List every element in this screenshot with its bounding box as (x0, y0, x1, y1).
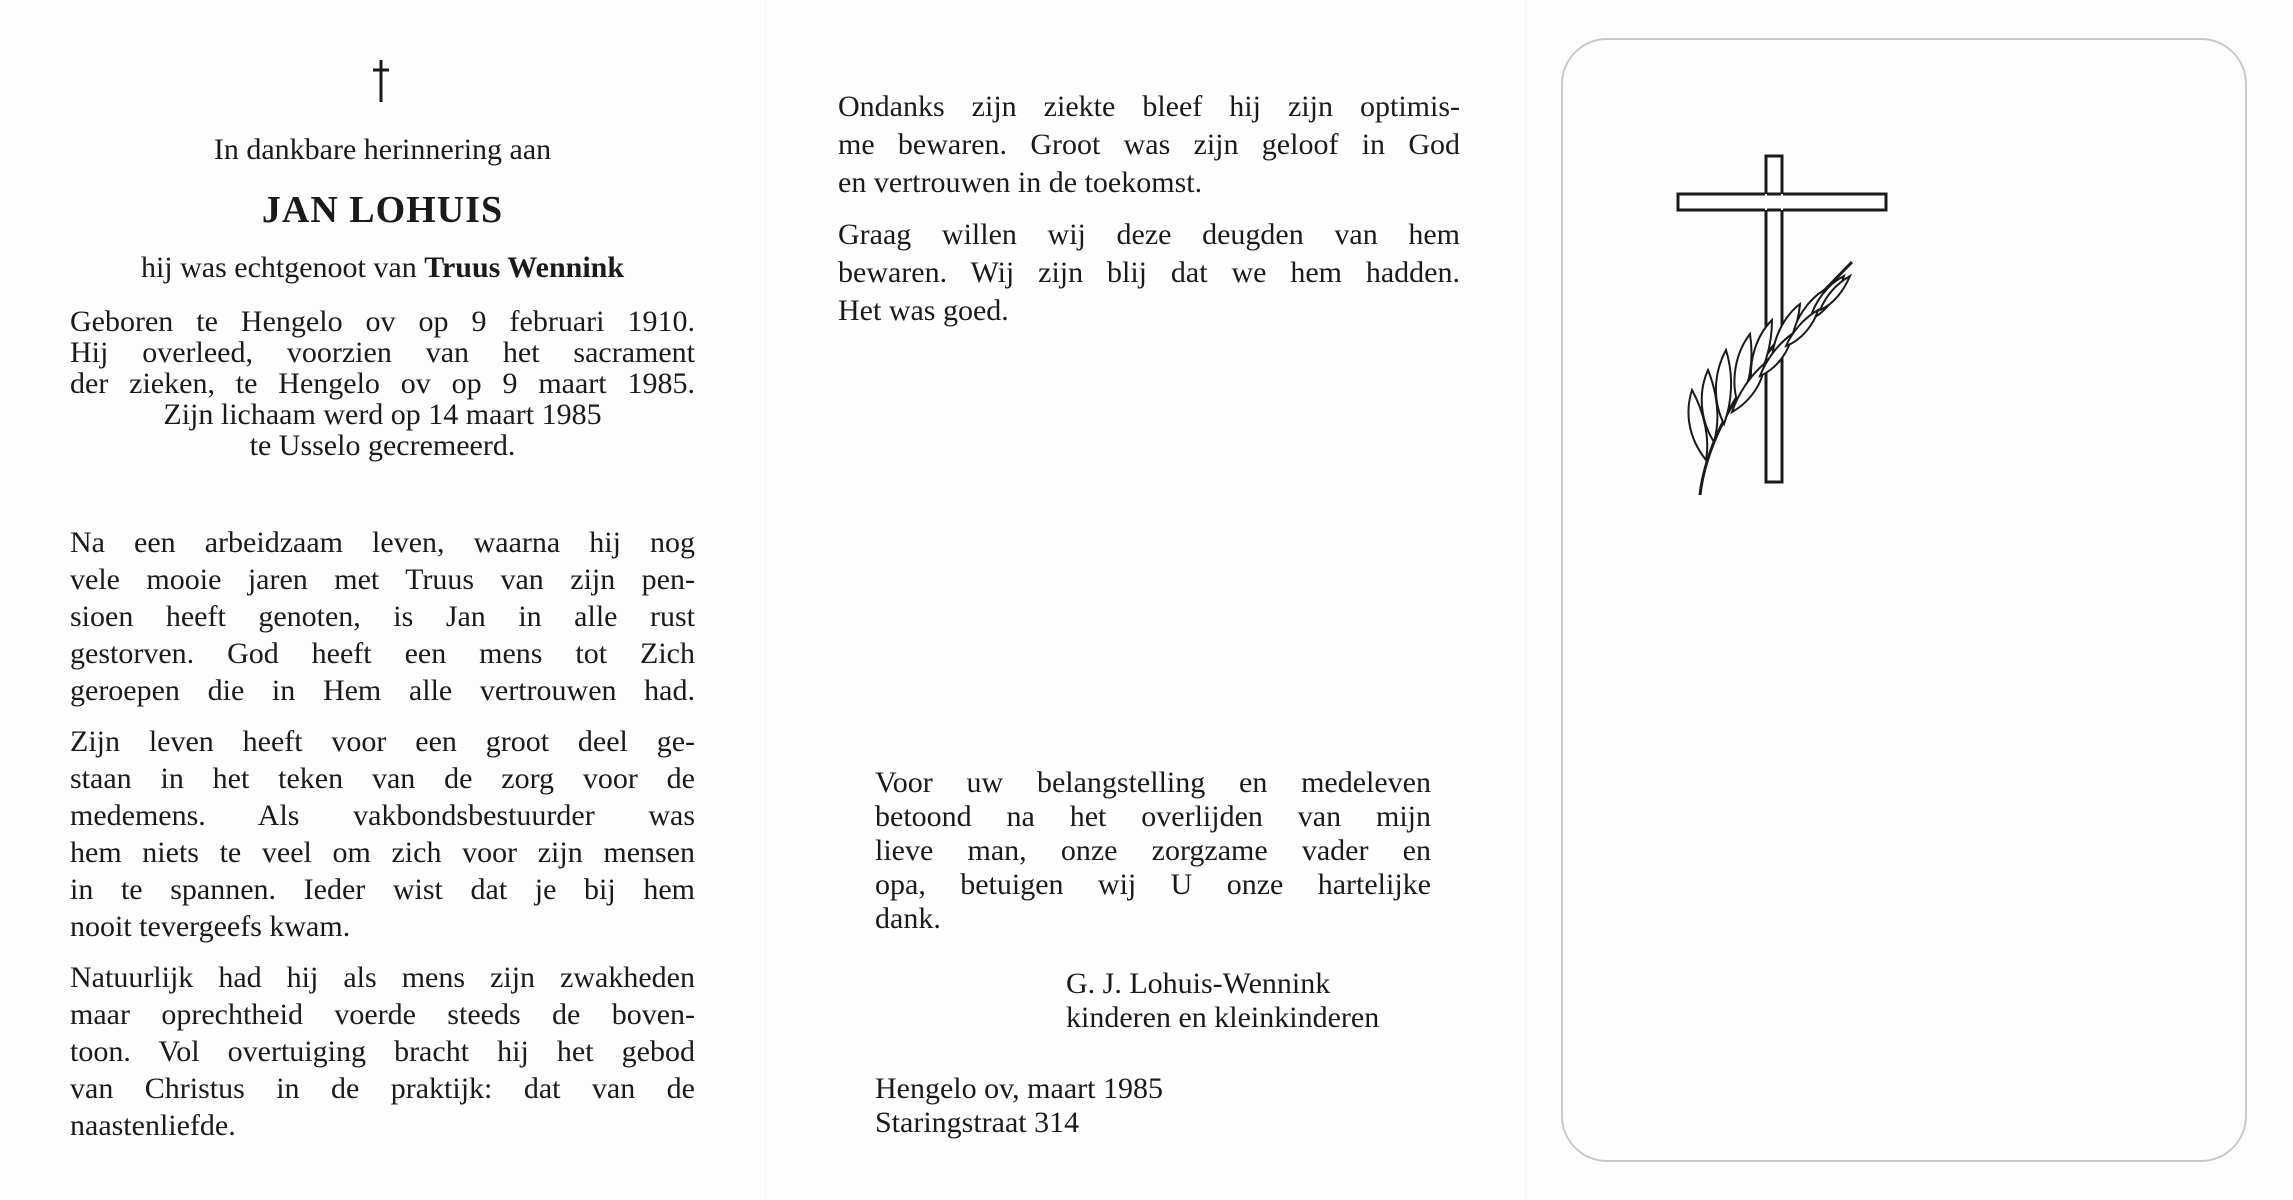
text-line: Zijn leven heeft voor een groot deel ge- (70, 725, 695, 758)
spouse-line (70, 252, 695, 284)
text-line: sioen heeft genoten, is Jan in alle rust (70, 600, 695, 633)
text-line: naastenliefde. (70, 1109, 236, 1142)
biography (70, 524, 695, 1158)
text-line: medemens. Als vakbondsbestuurder was (70, 799, 695, 832)
address-block (875, 1072, 1375, 1140)
dates-line: Geboren te Hengelo ov op 9 februari 1910. (70, 305, 695, 338)
text-line: Graag willen wij deze deugden van hem (838, 218, 1460, 251)
small-cross-icon (370, 58, 392, 104)
text-line: Na een arbeidzaam leven, waarna hij nog (70, 526, 695, 559)
text-line: en vertrouwen in de toekomst. (838, 166, 1203, 199)
cross-with-palm-branch-icon (1660, 150, 1890, 500)
dates-line: te Usselo gecremeerd. (249, 429, 516, 462)
intro-text: In dankbare herinnering aan (213, 133, 552, 166)
text-line: gestorven. God heeft een mens tot Zich (70, 637, 695, 670)
deceased-name: JAN LOHUIS (261, 189, 504, 231)
text-line: in te spannen. Ieder wist dat je bij hem (70, 873, 695, 906)
text-line: Voor uw belangstelling en medeleven (875, 766, 1431, 799)
reflection-paragraph (838, 88, 1460, 202)
thanks-note (875, 766, 1431, 950)
text-line: hem niets te veel om zich voor zijn mensen (70, 836, 695, 869)
signatory-family: kinderen en kleinkinderen (1066, 1001, 1380, 1034)
biography-paragraph (70, 959, 695, 1144)
text-line: Natuurlijk had hij als mens zijn zwakheden (70, 961, 695, 994)
fold-line (1525, 0, 1527, 1200)
text-line: opa, betuigen wij U onze hartelijke (875, 868, 1431, 901)
text-line: Het was goed. (838, 294, 1009, 327)
biography-paragraph (70, 524, 695, 709)
text-line: van Christus in de praktijk: dat van de (70, 1072, 695, 1105)
reflection (838, 88, 1460, 344)
text-line: staan in het teken van de zorg voor de (70, 762, 695, 795)
text-line: betoond na het overlijden van mijn (875, 800, 1431, 833)
street-address: Staringstraat 314 (875, 1106, 1080, 1139)
text-line: me bewaren. Groot was zijn geloof in God (838, 128, 1460, 161)
reflection-paragraph (838, 216, 1460, 330)
signature-block (1066, 967, 1436, 1035)
text-line: toon. Vol overtuiging bracht hij het gebod (70, 1035, 695, 1068)
text-line: bewaren. Wij zijn blij dat we hem hadden. (838, 256, 1460, 289)
text-line: vele mooie jaren met Truus van zijn pen- (70, 563, 695, 596)
dates-line: Zijn lichaam werd op 14 maart 1985 (163, 398, 602, 431)
thanks-paragraph (875, 766, 1431, 936)
signatory-name: G. J. Lohuis-Wennink (1066, 967, 1331, 1000)
life-dates (70, 306, 695, 461)
fold-line (765, 0, 767, 1200)
text-line: nooit tevergeefs kwam. (70, 910, 351, 943)
text-line: dank. (875, 902, 941, 935)
dates-line: Hij overleed, voorzien van het sacrament (70, 336, 695, 369)
biography-paragraph (70, 723, 695, 945)
place-date: Hengelo ov, maart 1985 (875, 1072, 1163, 1105)
text-line: Ondanks zijn ziekte bleef hij zijn optimis- (838, 90, 1460, 123)
spouse-prefix: hij was echtgenoot van (140, 251, 417, 284)
spouse-name: Truus Wennink (424, 251, 625, 284)
text-line: maar oprechtheid voerde steeds de boven- (70, 998, 695, 1031)
text-line: lieve man, onze zorgzame vader en (875, 834, 1431, 867)
dates-line: der zieken, te Hengelo ov op 9 maart 1985. (70, 367, 695, 400)
text-line: geroepen die in Hem alle vertrouwen had. (70, 674, 695, 707)
